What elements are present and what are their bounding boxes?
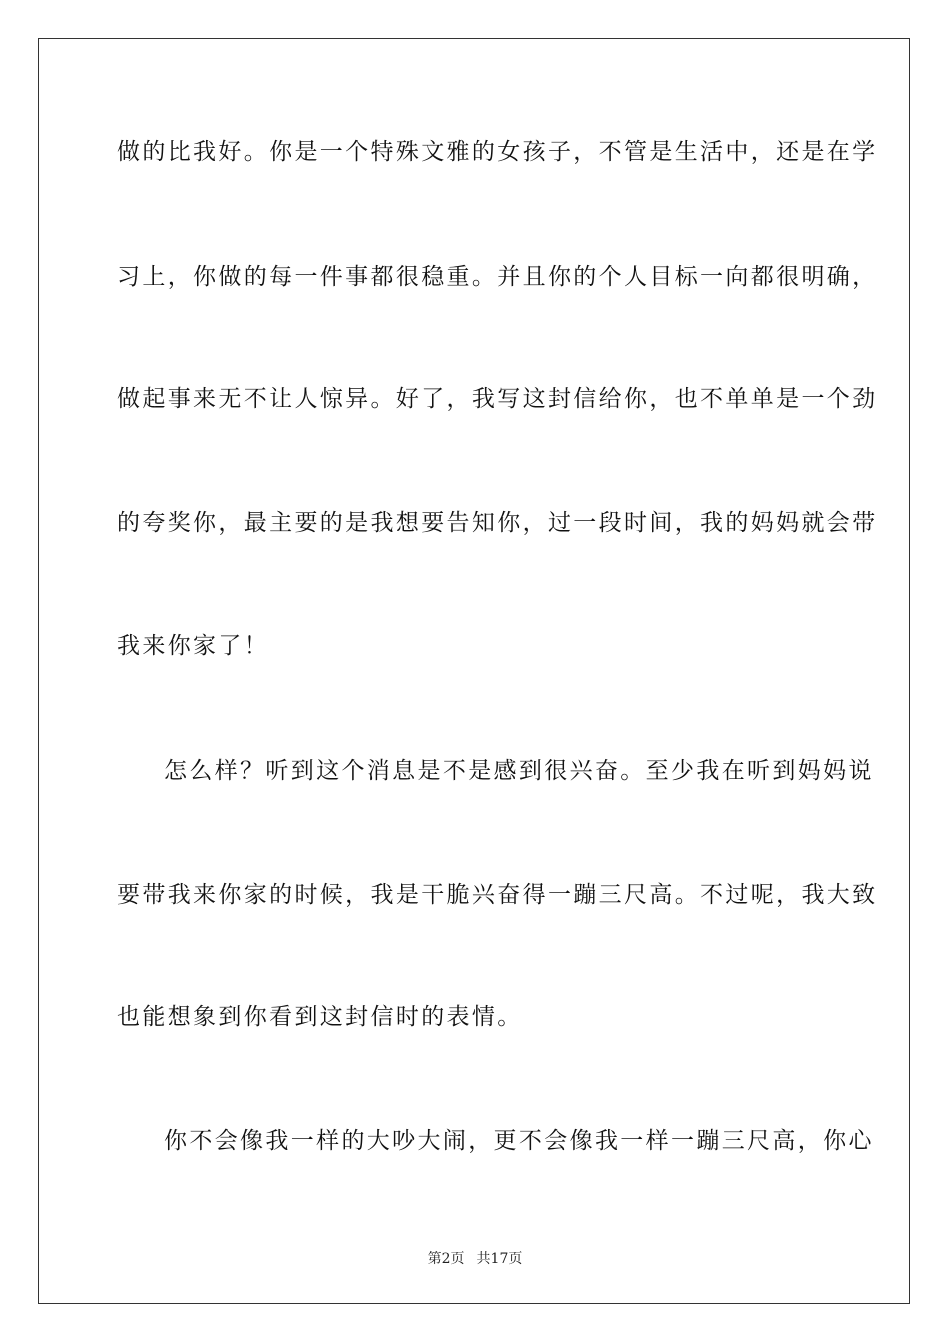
text-line: 也能想象到你看到这封信时的表情。: [117, 1004, 523, 1030]
page-total: 共17页: [476, 1251, 523, 1267]
text-line: 要带我来你家的时候，我是干脆兴奋得一蹦三尺高。不过呢，我大致: [117, 882, 878, 908]
paragraph-start-line: 怎么样？听到这个消息是不是感到很兴奋。至少我在听到妈妈说: [164, 758, 874, 784]
paragraph-start-line: 你不会像我一样的大吵大闹，更不会像我一样一蹦三尺高，你心: [164, 1128, 874, 1154]
text-line: 的夸奖你，最主要的是我想要告知你，过一段时间，我的妈妈就会带: [117, 510, 878, 536]
page-footer: [0, 1248, 950, 1268]
text-line: 我来你家了！: [117, 633, 270, 659]
text-line: 做的比我好。你是一个特殊文雅的女孩子，不管是生活中，还是在学: [117, 139, 878, 165]
page-number: 第2页: [427, 1251, 465, 1267]
text-line: 习上，你做的每一件事都很稳重。并且你的个人目标一向都很明确，: [117, 264, 878, 290]
text-line: 做起事来无不让人惊异。好了，我写这封信给你，也不单单是一个劲: [117, 386, 878, 412]
page-border: [38, 38, 910, 1304]
